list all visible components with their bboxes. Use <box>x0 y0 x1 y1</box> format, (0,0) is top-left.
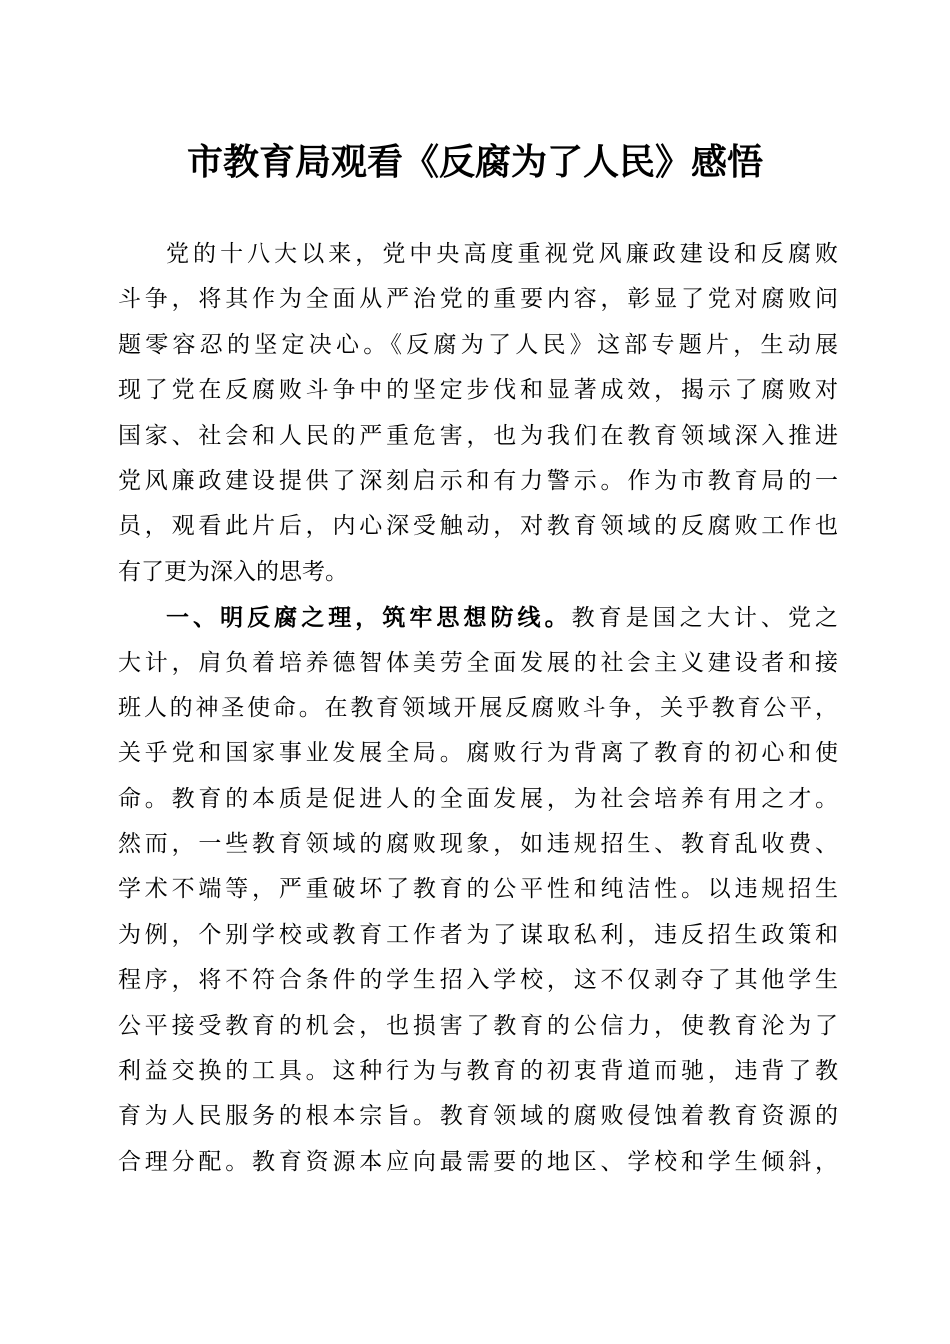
paragraph-1-line: 员，观看此片后，内心深受触动，对教育领域的反腐败工作也 <box>118 513 838 540</box>
paragraph-1-line: 党风廉政建设提供了深刻启示和有力警示。作为市教育局的一 <box>118 467 838 494</box>
paragraph-2-line: 合理分配。教育资源本应向最需要的地区、学校和学生倾斜， <box>118 1148 838 1175</box>
paragraph-2-line: 然而，一些教育领域的腐败现象，如违规招生、教育乱收费、 <box>118 831 838 858</box>
document-title: 市教育局观看《反腐为了人民》感悟 <box>186 141 763 183</box>
paragraph-1-line: 有了更为深入的思考。 <box>118 558 348 585</box>
section-heading: 一、明反腐之理，筑牢思想防线。 <box>166 604 572 632</box>
paragraph-2-line: 大计，肩负着培养德智体美劳全面发展的社会主义建设者和接 <box>118 649 838 676</box>
paragraph-2-line: 利益交换的工具。这种行为与教育的初衷背道而驰，违背了教 <box>118 1058 838 1085</box>
paragraph-2-line: 育为人民服务的根本宗旨。教育领域的腐败侵蚀着教育资源的 <box>118 1103 838 1130</box>
paragraph-1-line: 国家、社会和人民的严重危害，也为我们在教育领域深入推进 <box>118 422 838 449</box>
document-body <box>118 232 838 1185</box>
paragraph-2-line: 学术不端等，严重破坏了教育的公平性和纯洁性。以违规招生 <box>118 876 838 903</box>
paragraph-2-line: 为例，个别学校或教育工作者为了谋取私利，违反招生政策和 <box>118 921 838 948</box>
paragraph-1-line: 党的十八大以来，党中央高度重视党风廉政建设和反腐败 <box>166 241 838 267</box>
paragraph-2-first-line <box>118 595 838 640</box>
paragraph-1-line: 现了党在反腐败斗争中的坚定步伐和显著成效，揭示了腐败对 <box>118 377 838 404</box>
paragraph-2-line: 命。教育的本质是促进人的全面发展，为社会培养有用之才。 <box>118 785 838 812</box>
paragraph-2-line: 关乎党和国家事业发展全局。腐败行为背离了教育的初心和使 <box>118 740 838 767</box>
paragraph-2-line: 公平接受教育的机会，也损害了教育的公信力，使教育沦为了 <box>118 1012 838 1039</box>
paragraph-2-line-rest: 教育是国之大计、党之 <box>571 605 839 632</box>
paragraph-2-line: 班人的神圣使命。在教育领域开展反腐败斗争，关乎教育公平， <box>118 694 838 721</box>
paragraph-1-line: 题零容忍的坚定决心。《反腐为了人民》这部专题片，生动展 <box>118 331 838 358</box>
paragraph-1-line: 斗争，将其作为全面从严治党的重要内容，彰显了党对腐败问 <box>118 286 838 313</box>
paragraph-2-line: 程序，将不符合条件的学生招入学校，这不仅剥夺了其他学生 <box>118 967 838 994</box>
